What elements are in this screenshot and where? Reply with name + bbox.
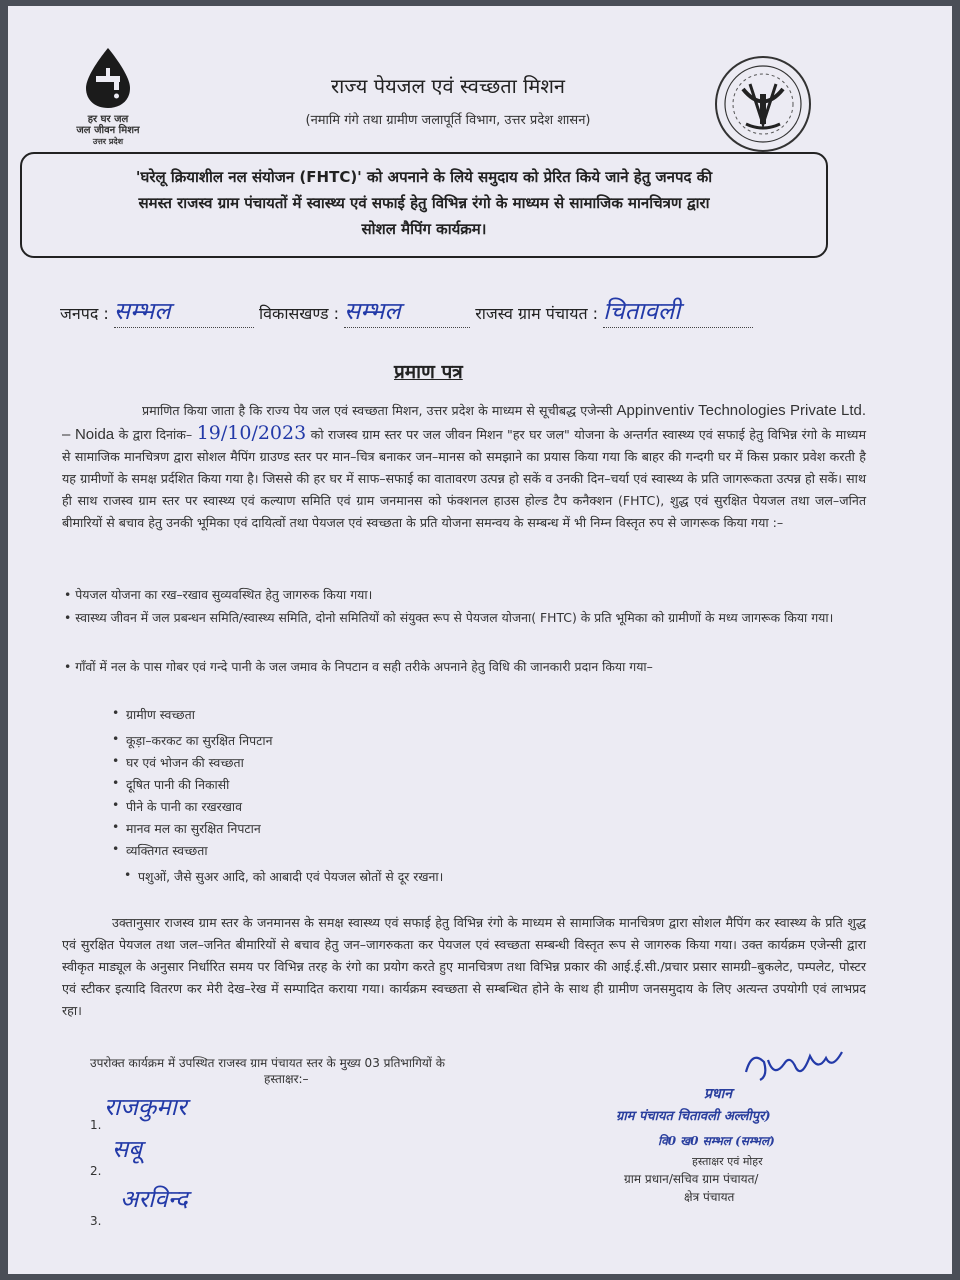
water-drop-tap-icon: [78, 46, 138, 110]
panchayat-label: राजस्व ग्राम पंचायत :: [475, 304, 599, 323]
signature-number-1: 1.: [90, 1118, 102, 1132]
signature-number-3: 3.: [90, 1214, 102, 1228]
heading-line-1: 'घरेलू क्रियाशील नल संयोजन (FHTC)' को अपनाने के लिये समुदाय को प्रेरित किये जाने हेतु जनपद की: [135, 168, 713, 186]
bullet-2-text: स्वास्थ्य जीवन में जल प्रबन्धन समिति/स्वास्थ्य समिति, दोनो समितियों को संयुक्त रूप से पेयजल योजना( FHTC) के प्रति भूमिका को ग्रामीणों के मध्य जागरूक किया गया।: [75, 610, 834, 625]
heading-line-2: समस्त राजस्व ग्राम पंचायतों में स्वास्थ्य एवं सफाई हेतु विभिन्न रंगो के माध्यम से सामाजिक मानचित्रण द्वारा: [138, 194, 710, 212]
stamp-gram-panchayat: ग्राम पंचायत चितावली अल्लीपुर): [616, 1109, 771, 1124]
sub-item-drinking-water: • पीने के पानी का रखरखाव: [126, 798, 242, 815]
signatures-label: हस्ताक्षर:–: [264, 1072, 309, 1086]
location-fields: [60, 294, 920, 328]
para-after-date: को राजस्व ग्राम स्तर पर जल: [310, 427, 441, 442]
page-subtitle: (नमामि गंगे तथा ग्रामीण जलापूर्ति विभाग, उत्तर प्रदेश शासन): [305, 113, 591, 128]
sub-item-human-waste: • मानव मल का सुरक्षित निपटान: [126, 820, 261, 837]
stamp-pradhan: प्रधान: [704, 1086, 732, 1102]
bullet-committee: • स्वास्थ्य जीवन में जल प्रबन्धन समिति/स्वास्थ्य समिति, दोनो समितियों को संयुक्त रूप से पेयजल योजना( FHTC) के प्रति भूमिका को ग्रामीणों के मध्य जागरूक किया गया।: [64, 610, 834, 625]
panchayat-value: चितावली: [603, 297, 681, 325]
signature-number-2: 2.: [90, 1164, 102, 1178]
block-value: सम्भल: [344, 297, 401, 325]
page-title: राज्य पेयजल एवं स्वच्छता मिशन: [330, 74, 566, 98]
signature-1: राजकुमार: [104, 1093, 187, 1121]
logo-line-1: हर घर जल: [87, 114, 129, 125]
janpad-label: जनपद :: [60, 304, 109, 323]
stamp-sign-seal: हस्ताक्षर एवं मोहर: [692, 1155, 763, 1168]
sub-item-home-food-hygiene: • घर एवं भोजन की स्वच्छता: [126, 754, 244, 771]
bullet-3-text: गाँवों में नल के पास गोबर एवं गन्दे पानी के जल जमाव के निपटान व सही तरीके अपनाने हेतु विधि की जानकारी प्रदान किया गया–: [75, 659, 653, 674]
program-heading-box: [20, 152, 828, 258]
sub-item-dirty-water: • दूषित पानी की निकासी: [126, 776, 229, 793]
pradhan-signature: [738, 1042, 848, 1092]
role-label-line2: क्षेत्र पंचायत: [684, 1190, 735, 1204]
bullet-drainage: • गाँवों में नल के पास गोबर एवं गन्दे पानी के जल जमाव के निपटान व सही तरीके अपनाने हेतु विधि की जानकारी प्रदान किया गया–: [64, 659, 653, 674]
up-government-emblem: [708, 54, 818, 158]
para-intro-line1: प्रमाणित किया जाता है कि राज्य पेय जल एवं स्वच्छता मिशन, उत्तर प्रदेश के माध्यम से सूचीबद्ध एजेन्सी: [142, 403, 613, 418]
har-ghar-jal-logo: [53, 46, 163, 147]
logo-line-3: उत्तर प्रदेश: [92, 137, 124, 146]
document-page: [8, 6, 952, 1274]
bullet-maintenance: • पेयजल योजना का रख–रखाव सुव्यवस्थित हेतु जागरुक किया गया।: [64, 587, 373, 602]
paragraph-intro: [62, 400, 866, 534]
signature-3: अरविन्द: [120, 1185, 188, 1213]
certificate-title: प्रमाण पत्र: [394, 361, 463, 383]
role-label-line1: ग्राम प्रधान/सचिव ग्राम पंचायत/: [624, 1172, 759, 1186]
up-emblem-icon: [708, 54, 818, 154]
block-label: विकासखण्ड :: [259, 304, 340, 323]
bullet-1-text: पेयजल योजना का रख–रखाव सुव्यवस्थित हेतु जागरुक किया गया।: [75, 587, 373, 602]
heading-line-3: सोशल मैपिंग कार्यक्रम।: [361, 220, 487, 238]
sub-item-rural-sanitation: • ग्रामीण स्वच्छता: [126, 706, 195, 723]
paragraph-summary: उक्तानुसार राजस्व ग्राम स्तर के जनमानस के समक्ष स्वास्थ्य एवं सफाई हेतु विभिन्न रंगो के माध्यम से सामाजिक मानचित्रण द्वारा सोशल मैपिंग कर स्वास्थ्य के प्रति शुद्ध एवं सुरक्षित पेयजल तथा जल–जनित बीमारियों से बचाव हेतु जन–जागरुकता कर पेयजल एवं स्वच्छता सम्बन्धी विस्तृत रूप से जागरुक किया गया। उक्त कार्यक्रम एजेन्सी द्वारा स्वीकृत माड्यूल के अनुसार निर्धारित समय पर विभिन्न तरह के रंगो का प्रयोग करते हुए मानचित्रण तथा विभिन्न प्रकार की आई.ई.सी./प्रचार प्रसार सामग्री–बुकलेट, पम्पलेट, पोस्टर एवं स्टीकर इत्यादि वितरण कर मेरी देख–रेख में सम्पादित कराया गया। कार्यक्रम स्वच्छता से सम्बन्धित होने के साथ ही ग्रामीण जनसमुदाय के लिए अत्यन्त उपयोगी एवं लाभप्रद रहा।: [62, 915, 866, 1018]
agency-name: Appinventiv Technologies Private Ltd. – Noida: [62, 402, 866, 443]
participants-note: उपरोक्त कार्यक्रम में उपस्थित राजस्व ग्राम पंचायत स्तर के मुख्य 03 प्रतिभागियों के: [90, 1056, 445, 1070]
logo-line-2: जल जीवन मिशन: [76, 125, 140, 136]
signature-2: सबू: [112, 1135, 142, 1163]
stamp-block: वि0 ख0 सम्भल (सम्भल): [658, 1134, 775, 1148]
date-label: के द्वारा दिनांक–: [118, 427, 193, 442]
program-date: 19/10/2023: [196, 422, 307, 444]
sub-item-waste-disposal: • कूड़ा–करकट का सुरक्षित निपटान: [126, 732, 273, 749]
sub-item-animals: • पशुओं, जैसे सुअर आदि, को आबादी एवं पेयजल स्रोतों से दूर रखना।: [138, 868, 443, 885]
sub-item-personal-hygiene: • व्यक्तिगत स्वच्छता: [126, 842, 208, 859]
para-intro-rest: जीवन मिशन "हर घर जल" योजना के अन्तर्गत स्वास्थ्य एवं सफाई हेतु विभिन्न रंगो के माध्यम से सामाजिक मानचित्रण द्वारा सोशल मैपिंग ग्राउण्ड स्तर पर मान–चित्र बनाकर जन–मानस को समझाने का प्रयास किया गया कि बाहर की गन्दगी घर में किस प्रकार प्रवेश करती है यह ग्रामीणों के समक्ष प्रर्दशित किया गया है। जिससे की हर घर में साफ–सफाई का वातावरण उत्पन्न हो सकें व उनकी दिन–चर्या एवं स्वास्थ्य के प्रति जागरूकता उत्पन्न हो सकें। साथ ही साथ राजस्व ग्राम स्तर पर स्वास्थ्य एवं कल्याण समिति एवं ग्राम जनमानस को फंक्शनल हाउस होल्ड टैप कनैक्शन (FHTC), शुद्ध एवं सुरक्षित पेयजल तथा जल–जनित बीमारियों से बचाव हेतु उनकी भूमिका एवं दायित्वों तथा पेयजल एवं स्वच्छता के प्रति योजना समन्वय के सम्बन्ध में भी निम्न विस्तृत रुप से जागरूक किया गया :–: [62, 427, 867, 530]
janpad-value: सम्भल: [113, 297, 171, 325]
